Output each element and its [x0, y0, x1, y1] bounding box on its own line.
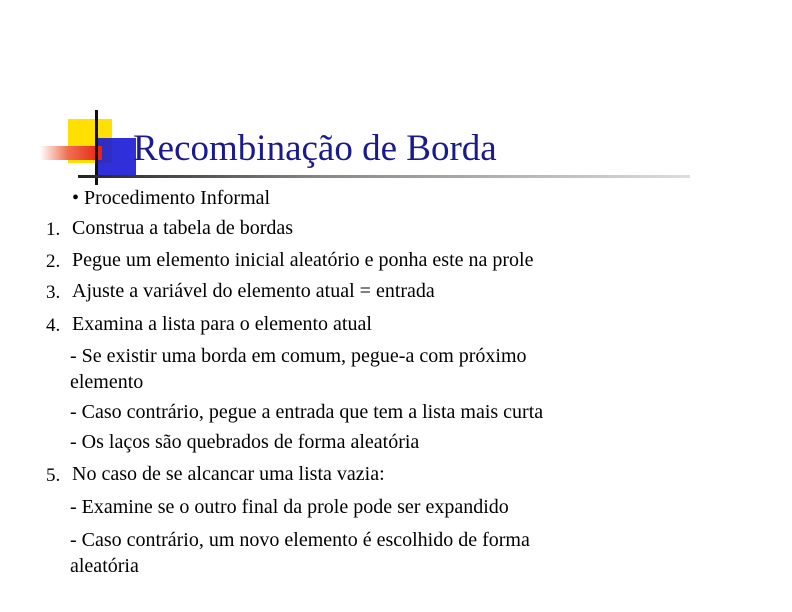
- step-text: No caso de se alcancar uma lista vazia:: [72, 463, 385, 485]
- section-heading: • Procedimento Informal: [72, 187, 271, 209]
- sub-item: elemento: [70, 371, 144, 393]
- step-number: 4.: [46, 315, 61, 336]
- step-text: Ajuste a variável do elemento atual = entrada: [72, 280, 435, 302]
- slide-title: Recombinação de Borda: [133, 128, 497, 169]
- step-text: Construa a tabela de bordas: [72, 217, 294, 239]
- sub-item: - Caso contrário, pegue a entrada que tem a lista mais curta: [70, 401, 544, 423]
- sub-item: - Se existir uma borda em comum, pegue-a com próximo: [70, 345, 527, 367]
- step-number: 1.: [46, 219, 61, 240]
- step-number: 2.: [46, 251, 61, 272]
- step-number: 3.: [46, 282, 61, 303]
- sub-item: - Examine se o outro final da prole pode ser expandido: [70, 496, 509, 518]
- step-number: 5.: [46, 465, 61, 486]
- sub-item: - Caso contrário, um novo elemento é escolhido de forma: [70, 529, 530, 551]
- sub-item: - Os laços são quebrados de forma aleatória: [70, 431, 420, 453]
- sub-item: aleatória: [70, 555, 139, 577]
- step-text: Pegue um elemento inicial aleatório e ponha este na prole: [72, 249, 534, 271]
- step-text: Examina a lista para o elemento atual: [72, 313, 372, 335]
